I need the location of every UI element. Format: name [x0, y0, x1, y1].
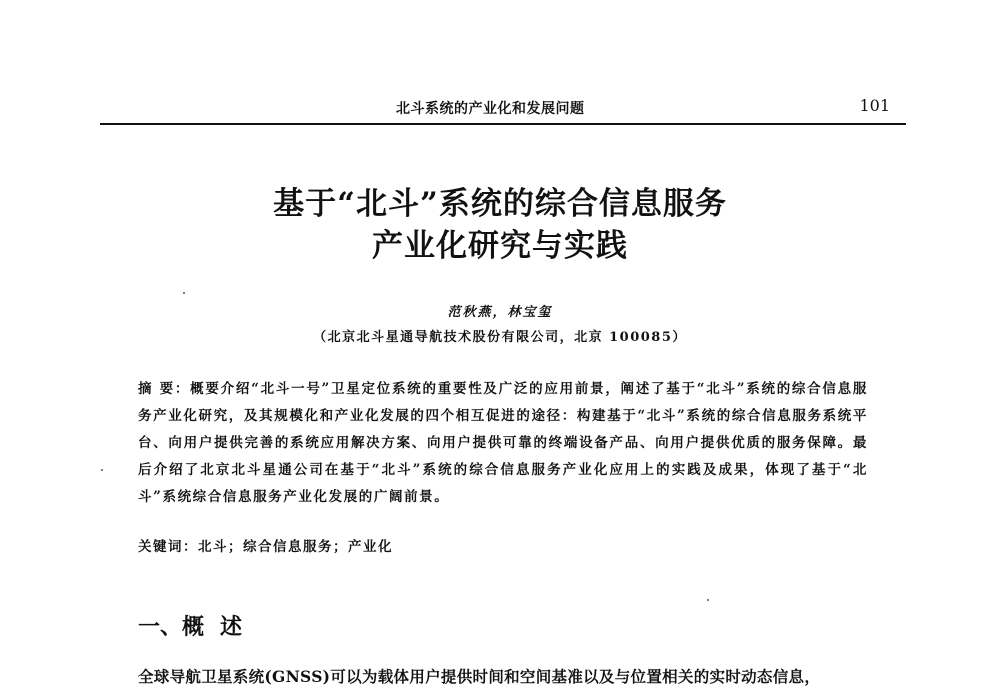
running-header	[100, 98, 890, 120]
section-number: 一、	[138, 615, 183, 640]
page-number: 101	[859, 96, 890, 115]
section-title: 概述	[182, 615, 259, 640]
authors: 范秋燕，林宝玺	[447, 305, 553, 320]
body-paragraph: 全球导航卫星系统(GNSS)可以为载体用户提供时间和空间基准以及与位置相关的实时动态信息，	[138, 667, 821, 686]
running-title: 北斗系统的产业化和发展问题	[396, 101, 585, 117]
abstract-label: 摘 要：	[138, 381, 191, 397]
abstract	[138, 376, 868, 511]
scan-speck	[101, 469, 103, 471]
keywords-label: 关键词：	[138, 539, 198, 555]
scan-speck	[707, 599, 709, 601]
affiliation: （北京北斗星通导航技术股份有限公司，北京 100085）	[313, 330, 687, 345]
abstract-text: 概要介绍“北斗一号”卫星定位系统的重要性及广泛的应用前景，阐述了基于“北斗”系统的综合信息服务产业化研究，及其规模化和产业化发展的四个相互促进的途径：构建基于“北斗”系统的综合信息服务系统平台、向用户提供完善的系统应用解决方案、向用户提供可靠的终端设备产品、向用户提供优质的服务保障。最后介绍了北京北斗星通公司在基于“北斗”系统的综合信息服务产业化应用上的实践及成果，体现了基于“北斗”系统综合信息服务产业化发展的广阔前景。	[138, 381, 868, 505]
scan-speck	[183, 292, 185, 294]
paper-title-line-1: 基于“北斗”系统的综合信息服务	[273, 186, 727, 222]
header-rule	[100, 123, 906, 125]
keywords	[138, 535, 868, 555]
keywords-text: 北斗；综合信息服务；产业化	[198, 539, 393, 555]
paper-title-line-2: 产业化研究与实践	[372, 228, 628, 264]
section-heading	[138, 610, 258, 641]
